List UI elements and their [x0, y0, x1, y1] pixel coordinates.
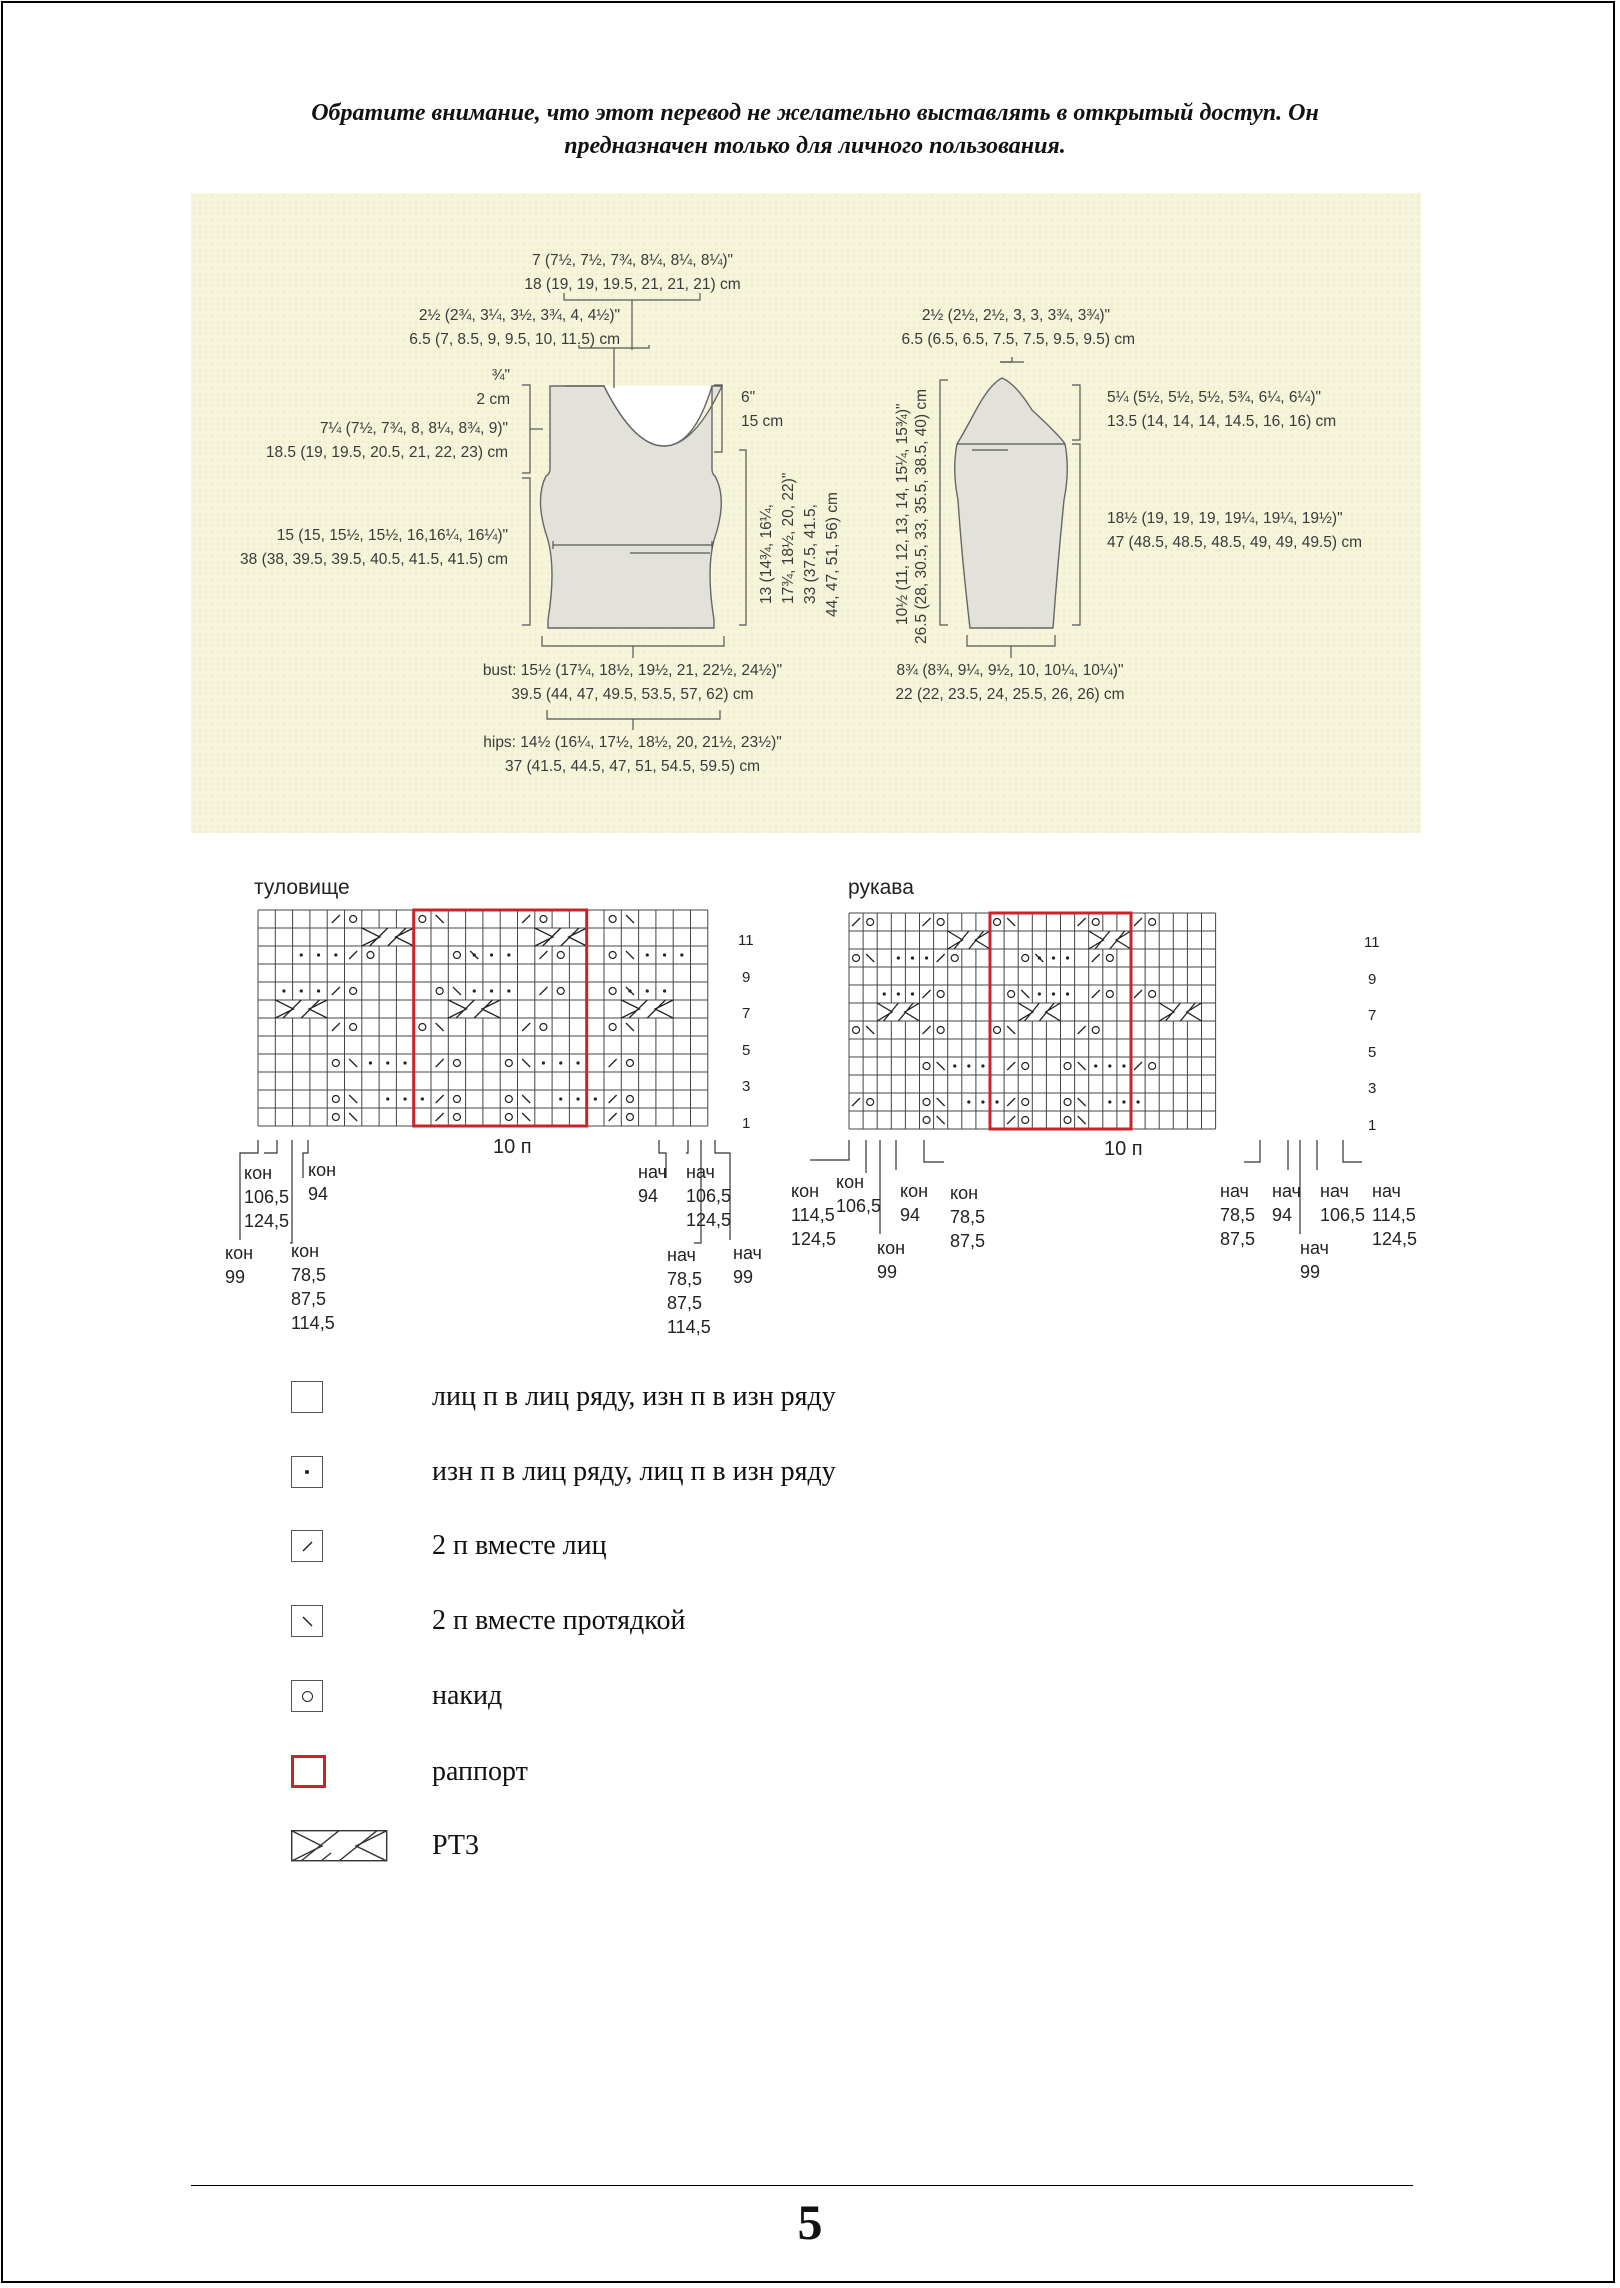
sleeve-row-9: 9	[1368, 971, 1377, 988]
page-number: 5	[797, 2194, 823, 2250]
sleeve-label-nach-94: нач 94	[1272, 1181, 1301, 1225]
sleeve-top-width-in: 2½ (2½, 2½, 3, 3, 3¾, 3¾)"	[921, 307, 1110, 324]
legend-text-repeat: раппорт	[432, 1756, 528, 1787]
cable-cross-icon	[291, 1830, 388, 1862]
sleeve-row-3: 3	[1368, 1080, 1377, 1097]
legend-text-cable: РТ3	[432, 1830, 480, 1861]
notice-line-1: Обратите внимание, что этот перевод не желательно выставлять в открытый доступ. Он	[311, 100, 1319, 126]
sleeve-cuff-in: 8¾ (8¾, 9¼, 9½, 10, 10¼, 10¼)"	[896, 662, 1124, 679]
sleeve-row-7: 7	[1368, 1007, 1377, 1024]
sleeve-length-cm: 26.5 (28, 30.5, 33, 35.5, 38.5, 40) cm	[913, 388, 930, 644]
body-side-length-3: 33 (37.5, 41.5,	[802, 504, 819, 604]
sleeve-label-kon-78: кон 78,5 87,5	[950, 1183, 986, 1251]
sleeve-label-kon-114: кон 114,5 124,5	[791, 1181, 837, 1249]
sleeve-underarm-in: 18½ (19, 19, 19, 19¼, 19¼, 19½)"	[1107, 510, 1343, 527]
body-row-5: 5	[742, 1042, 751, 1059]
body-shoulder-drop-cm: 2 cm	[476, 391, 510, 408]
footer-divider	[191, 2185, 1413, 2186]
notice-line-2: предназначен только для личного пользования.	[564, 133, 1066, 159]
body-chart-title: туловище	[254, 876, 350, 899]
sleeve-top-width-cm: 6.5 (6.5, 6.5, 7.5, 7.5, 9.5, 9.5) cm	[901, 331, 1135, 348]
sleeve-label-kon-99: кон 99	[877, 1238, 906, 1282]
sleeve-label-nach-78: нач 78,5 87,5	[1220, 1181, 1256, 1249]
sleeve-cuff-cm: 22 (22, 23.5, 24, 25.5, 26, 26) cm	[895, 686, 1125, 703]
body-hips-cm: 37 (41.5, 44.5, 47, 51, 54.5, 59.5) cm	[504, 758, 761, 775]
body-repeat-label: 10 п	[493, 1136, 532, 1158]
body-bust-in: bust: 15½ (17¼, 18½, 19½, 21, 22½, 24½)"	[482, 662, 783, 679]
sleeve-label-kon-106: кон 106,5	[836, 1172, 882, 1216]
body-waist-length-cm: 38 (38, 39.5, 39.5, 40.5, 41.5, 41.5) cm	[240, 551, 508, 568]
body-bust-cm: 39.5 (44, 47, 49.5, 53.5, 57, 62) cm	[511, 686, 754, 703]
body-side-length-2: 17¾, 18½, 20, 22)"	[780, 472, 797, 604]
body-label-nach-94: нач 94	[638, 1162, 667, 1206]
body-label-kon-99: кон 99	[225, 1243, 254, 1287]
body-top-width-in: 7 (7½, 7½, 7¾, 8¼, 8¼, 8¼)"	[531, 252, 734, 269]
body-neck-depth-in: 6"	[741, 389, 756, 406]
legend-text-k2tog: 2 п вместе лиц	[432, 1530, 607, 1561]
sleeve-cap-height-cm: 13.5 (14, 14, 14, 14.5, 16, 16) cm	[1107, 413, 1337, 430]
body-row-9: 9	[742, 969, 751, 986]
sleeve-row-11: 11	[1364, 934, 1380, 951]
sleeve-label-nach-106: нач 106,5	[1320, 1181, 1366, 1225]
body-neck-width-in: 2½ (2¾, 3¼, 3½, 3¾, 4, 4½)"	[418, 307, 620, 324]
body-label-kon-106: кон 106,5 124,5	[244, 1163, 290, 1231]
legend-text-knit: лиц п в лиц ряду, изн п в изн ряду	[432, 1381, 836, 1412]
body-label-nach-78: нач 78,5 87,5 114,5	[667, 1245, 711, 1337]
sleeve-repeat-label: 10 п	[1104, 1138, 1143, 1160]
body-label-nach-99: нач 99	[733, 1243, 762, 1287]
slash-left-icon	[291, 1605, 323, 1637]
body-label-kon-94: кон 94	[308, 1160, 337, 1204]
sleeve-label-kon-94: кон 94	[900, 1181, 929, 1225]
body-armhole-in: 7¼ (7½, 7¾, 8, 8¼, 8¾, 9)"	[319, 420, 508, 437]
sleeve-chart-title: рукава	[848, 876, 914, 899]
sleeve-underarm-cm: 47 (48.5, 48.5, 48.5, 49, 49, 49.5) cm	[1107, 534, 1363, 551]
sleeve-label-nach-99: нач 99	[1300, 1238, 1329, 1282]
body-label-kon-78: кон 78,5 87,5 114,5	[291, 1241, 335, 1333]
body-row-3: 3	[742, 1078, 751, 1095]
body-label-nach-106: нач 106,5 124,5	[686, 1162, 732, 1230]
body-hips-in: hips: 14½ (16¼, 17½, 18½, 20, 21½, 23½)"	[483, 734, 782, 751]
sleeve-length-in: 10½ (11, 12, 13, 14, 15¼, 15¾)"	[894, 403, 911, 625]
slash-right-icon	[291, 1530, 323, 1562]
red-square-icon	[291, 1755, 326, 1788]
circle-yo-icon	[291, 1680, 323, 1712]
body-side-length-1: 13 (14¾, 16¼,	[758, 504, 775, 604]
empty-square-icon	[291, 1381, 323, 1413]
legend-text-yo: накид	[432, 1680, 503, 1711]
body-top-width-cm: 18 (19, 19, 19.5, 21, 21, 21) cm	[524, 276, 741, 293]
sleeve-row-5: 5	[1368, 1044, 1377, 1061]
body-neck-depth-cm: 15 cm	[741, 413, 784, 430]
sleeve-cap-height-in: 5¼ (5½, 5½, 5½, 5¾, 6¼, 6¼)"	[1107, 389, 1322, 406]
legend-text-purl: изн п в лиц ряду, лиц п в изн ряду	[432, 1456, 836, 1487]
dot-square-icon	[291, 1456, 323, 1488]
body-row-11: 11	[738, 932, 754, 949]
sleeve-label-nach-114: нач 114,5 124,5	[1372, 1181, 1418, 1249]
body-waist-length-in: 15 (15, 15½, 15½, 16,16¼, 16¼)"	[276, 527, 508, 544]
body-shoulder-drop-in: ¾"	[491, 367, 510, 384]
body-row-1: 1	[742, 1115, 751, 1132]
legend-text-ssk: 2 п вместе протядкой	[432, 1605, 686, 1636]
body-side-length-4: 44, 47, 51, 56) cm	[824, 492, 841, 617]
body-armhole-cm: 18.5 (19, 19.5, 20.5, 21, 22, 23) cm	[265, 444, 508, 461]
sleeve-row-1: 1	[1368, 1117, 1377, 1134]
body-neck-width-cm: 6.5 (7, 8.5, 9, 9.5, 10, 11.5) cm	[409, 331, 620, 348]
body-row-7: 7	[742, 1005, 751, 1022]
